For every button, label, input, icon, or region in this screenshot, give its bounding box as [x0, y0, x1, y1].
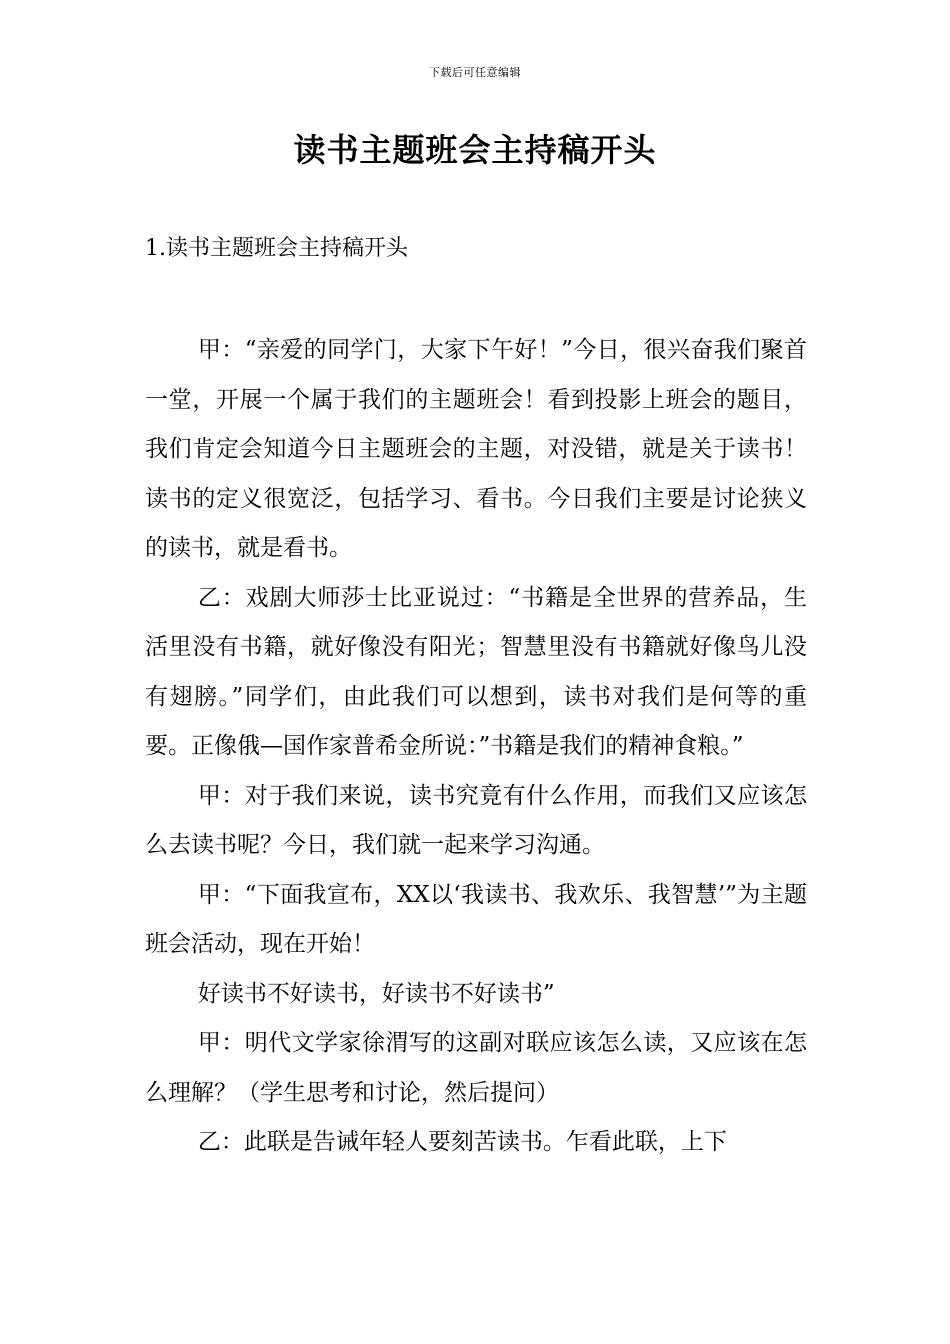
- document-body: [145, 326, 807, 1168]
- paragraph: 乙：此联是告诫年轻人要刻苦读书。乍看此联，上下: [197, 1129, 727, 1155]
- paragraph: 乙：戏剧大师莎士比亚说过：“书籍是全世界的营养品，生活里没有书籍，就好像没有阳光；智慧里没有书籍就好像鸟儿没有翅膀。”同学们，由此我们可以想到，读书对我们是何等的重要。正像俄—国作家普希金所说：”书籍是我们的精神食粮。”: [145, 584, 807, 759]
- section-heading: 1.读书主题班会主持稿开头: [145, 236, 408, 261]
- paragraph: 甲：对于我们来说，读书究竟有什么作用，而我们又应该怎么去读书呢？今日，我们就一起来学习沟通。: [145, 782, 807, 858]
- paragraph: 甲：“亲爱的同学门，大家下午好！”今日，很兴奋我们聚首一堂，开展一个属于我们的主题班会！看到投影上班会的题目，我们肯定会知道今日主题班会的主题，对没错，就是关于读书！读书的定义很宽泛，包括学习、看书。今日我们主要是讨论狭义的读书，就是看书。: [145, 337, 807, 561]
- header-note: 下载后可任意编辑: [429, 66, 521, 79]
- paragraph: 好读书不好读书，好读书不好读书”: [197, 980, 555, 1007]
- document-title: 读书主题班会主持稿开头: [293, 131, 657, 169]
- paragraph: 甲：明代文学家徐渭写的这副对联应该怎么读，又应该在怎么理解？（学生思考和讨论，然后提问）: [145, 1030, 807, 1106]
- paragraph: 甲：“下面我宣布，XX以‘我读书、我欢乐、我智慧’”为主题班会活动，现在开始！: [145, 881, 807, 957]
